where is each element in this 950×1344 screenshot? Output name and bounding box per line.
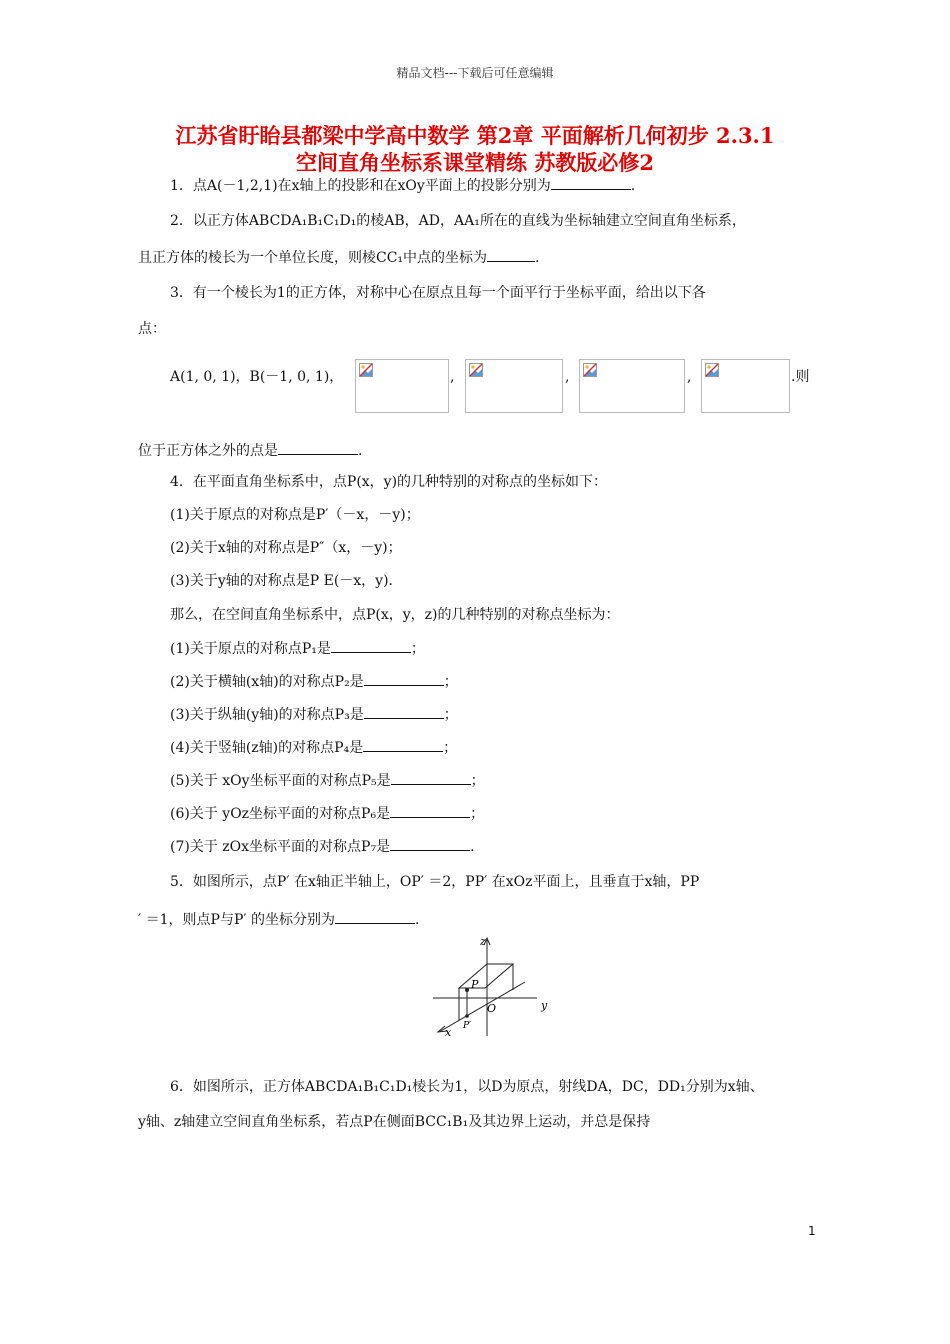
answer-blank — [487, 247, 535, 262]
question-5-line-1: 5．如图所示，点P′ 在x轴正半轴上，OP′ ＝2，PP′ 在xOz平面上，且垂直于x轴，PP — [170, 874, 700, 890]
origin-label: O — [487, 1002, 497, 1015]
broken-image-icon — [359, 363, 373, 377]
answer-blank — [278, 440, 358, 455]
symmetric-point-item: (5)关于 xOy坐标平面的对称点P₅是 ； — [170, 770, 485, 791]
question-1-text: 1．点A(－1,2,1)在x轴上的投影和在xOy平面上的投影分别为 — [170, 178, 551, 194]
broken-image-icon — [469, 363, 483, 377]
document-title-line-2: 空间直角坐标系课堂精练 苏教版必修2 — [296, 150, 654, 175]
answer-blank — [364, 671, 444, 686]
y-axis-label: y — [541, 999, 548, 1012]
missing-image-placeholder — [355, 359, 449, 413]
missing-image-placeholder — [465, 359, 563, 413]
xoz-plane — [459, 964, 513, 988]
question-4-item-a: (1)关于原点的对称点是P′（－x，－y)； — [170, 507, 420, 523]
question-2-line-1: 2．以正方体ABCDA₁B₁C₁D₁的棱AB，AD，AA₁所在的直线为坐标轴建立空间直角坐标系， — [170, 213, 746, 229]
symmetric-point-item: (7)关于 zOx坐标平面的对称点P₇是 . — [170, 836, 475, 857]
x-axis — [439, 982, 525, 1032]
symmetric-point-item: (6)关于 yOz坐标平面的对称点P₆是 ； — [170, 803, 484, 824]
question-5-line-2: ′ ＝1，则点P与P′ 的坐标分别为 . — [138, 909, 419, 930]
symmetric-point-item: (4)关于竖轴(z轴)的对称点P₄是 ； — [170, 737, 457, 758]
question-1: 1．点A(－1,2,1)在x轴上的投影和在xOy平面上的投影分别为 . — [170, 175, 635, 196]
symmetric-point-item: (1)关于原点的对称点P₁是 ； — [170, 638, 425, 659]
question-4-item-c: (3)关于y轴的对称点是P Ε(－x，y)． — [170, 573, 403, 589]
answer-blank — [551, 175, 631, 190]
point-p-prime — [465, 1014, 469, 1018]
document-title-line-1: 江苏省盱眙县都梁中学高中数学 第2章 平面解析几何初步 2.3.1 — [175, 123, 775, 148]
point-p-prime-label: P′ — [463, 1021, 472, 1031]
answer-blank — [390, 836, 470, 851]
coordinate-system-figure — [425, 930, 565, 1038]
question-6-line-1: 6．如图所示，正方体ABCDA₁B₁C₁D₁棱长为1，以D为原点，射线DA，DC，DD₁分别为x轴、 — [170, 1079, 764, 1095]
missing-image-placeholder — [579, 359, 685, 413]
point-p — [465, 988, 469, 992]
answer-blank — [364, 704, 444, 719]
symmetric-point-item: (2)关于横轴(x轴)的对称点P₂是 ； — [170, 671, 458, 692]
question-4-line-1: 4．在平面直角坐标系中，点P(x，y)的几种特别的对称点的坐标如下： — [170, 474, 608, 490]
answer-blank — [331, 638, 411, 653]
symmetric-point-item: (3)关于纵轴(y轴)的对称点P₃是 ； — [170, 704, 458, 725]
missing-image-placeholder — [701, 359, 790, 413]
point-p-label: P — [471, 978, 479, 991]
page-header: 精品文档---下载后可任意编辑 — [396, 66, 554, 80]
question-3-points: A(1, 0, 1)，B(－1, 0, 1)， — [170, 369, 344, 385]
answer-blank — [335, 909, 415, 924]
question-6-line-2: y轴、z轴建立空间直角坐标系，若点P在侧面BCC₁B₁及其边界上运动，并总是保持 — [138, 1114, 651, 1130]
question-3-line-1: 3．有一个棱长为1的正方体，对称中心在原点且每一个面平行于坐标平面，给出以下各 — [170, 285, 706, 301]
question-4-item-b: (2)关于x轴的对称点是P″（x，－y)； — [170, 540, 402, 556]
answer-blank — [390, 803, 470, 818]
broken-image-icon — [583, 363, 597, 377]
question-2-line-2: 且正方体的棱长为一个单位长度，则棱CC₁中点的坐标为 . — [138, 247, 540, 268]
page-number: 1 — [808, 1224, 816, 1238]
question-3-line-4: 位于正方体之外的点是 . — [138, 440, 362, 461]
z-axis-label: z — [480, 935, 486, 948]
question-3-line-2: 点： — [138, 321, 166, 337]
question-4-intro: 那么，在空间直角坐标系中，点P(x，y，z)的几种特别的对称点坐标为： — [170, 607, 620, 623]
x-axis-label: x — [445, 1026, 452, 1038]
broken-image-icon — [705, 363, 719, 377]
answer-blank — [391, 770, 471, 785]
answer-blank — [363, 737, 443, 752]
